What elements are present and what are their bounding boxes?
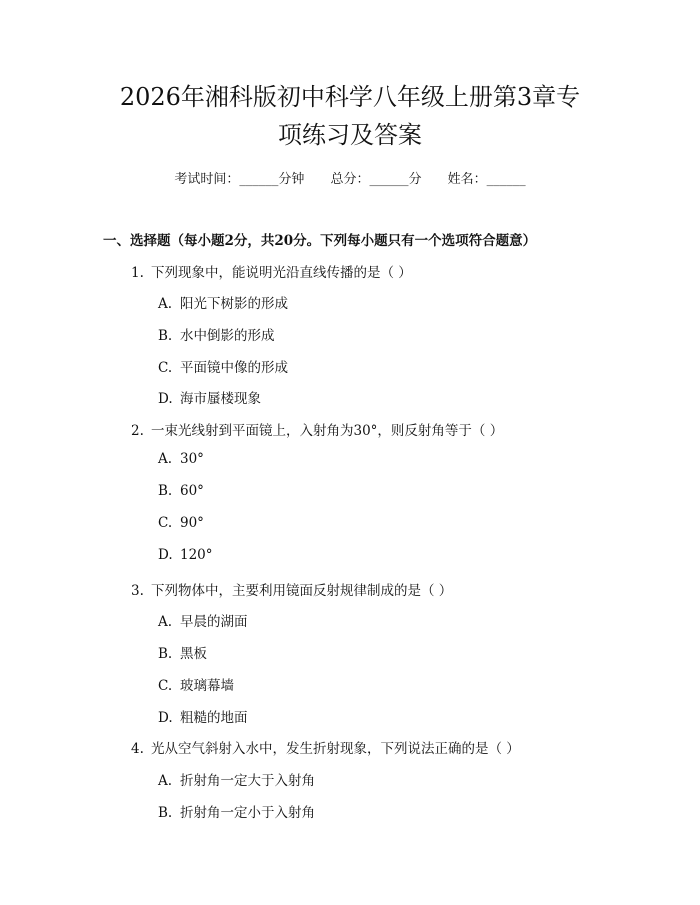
exam-time [174, 168, 304, 187]
option-text: 120° [180, 547, 213, 563]
q2-option-c [158, 515, 204, 531]
q2-option-a [158, 451, 204, 467]
option-text: 粗糙的地面 [180, 710, 248, 726]
q1-option-c [158, 356, 288, 376]
option-label: A. [158, 451, 173, 467]
option-text: 玻璃幕墙 [180, 678, 234, 694]
option-label: B. [158, 805, 173, 821]
title-line-2: 项练习及答案 [278, 121, 422, 149]
q2-option-d [158, 547, 213, 563]
q3-option-b [158, 642, 207, 662]
option-text: 90° [180, 515, 204, 531]
exam-time-unit: 分钟 [278, 172, 305, 187]
q4-option-a [158, 769, 315, 789]
total-score-unit: 分 [408, 172, 422, 187]
question-text: 下列现象中，能说明光沿直线传播的是（ ） [151, 265, 412, 281]
option-text: 早晨的湖面 [180, 614, 248, 630]
section-title: 一、选择题（每小题2分，共20分。下列每小题只有一个选项符合题意） [103, 233, 537, 249]
q4-option-b [158, 801, 315, 821]
exam-time-label: 考试时间： [174, 172, 240, 187]
option-label: C. [158, 515, 173, 531]
exam-time-blank: ______ [239, 172, 279, 187]
option-text: 黑板 [180, 646, 207, 662]
total-score-label: 总分： [330, 172, 370, 187]
student-name-blank: ______ [486, 172, 526, 187]
option-label: D. [158, 710, 173, 726]
question-1 [131, 261, 412, 281]
question-number: 2. [131, 423, 144, 439]
q3-option-a [158, 610, 248, 630]
option-label: A. [158, 773, 173, 789]
option-text: 60° [180, 483, 204, 499]
option-text: 阳光下树影的形成 [180, 296, 288, 312]
q3-option-c [158, 674, 234, 694]
student-name [448, 168, 526, 187]
q2-option-b [158, 483, 204, 499]
option-label: B. [158, 483, 173, 499]
exam-meta [0, 168, 700, 187]
option-text: 30° [180, 451, 204, 467]
q1-option-d [158, 387, 261, 407]
question-2 [131, 419, 503, 439]
question-number: 4. [131, 741, 144, 757]
question-number: 1. [131, 265, 144, 281]
question-number: 3. [131, 583, 144, 599]
question-text: 下列物体中，主要利用镜面反射规律制成的是（ ） [151, 583, 453, 599]
q3-option-d [158, 706, 248, 726]
option-label: B. [158, 646, 173, 662]
option-text: 海市蜃楼现象 [180, 391, 261, 407]
option-text: 平面镜中像的形成 [180, 360, 288, 376]
option-label: B. [158, 328, 173, 344]
option-label: C. [158, 678, 173, 694]
option-label: D. [158, 547, 173, 563]
q1-option-b [158, 324, 275, 344]
option-label: D. [158, 391, 173, 407]
q1-option-a [158, 292, 288, 312]
question-3 [131, 579, 452, 599]
student-name-label: 姓名： [447, 172, 487, 187]
title-line-1: 2026年湘科版初中科学八年级上册第3章专 [119, 83, 581, 111]
option-label: A. [158, 614, 173, 630]
option-label: C. [158, 360, 173, 376]
option-text: 水中倒影的形成 [180, 328, 275, 344]
question-text: 光从空气斜射入水中，发生折射现象，下列说法正确的是（ ） [151, 741, 520, 757]
question-4 [131, 737, 520, 757]
option-label: A. [158, 296, 173, 312]
option-text: 折射角一定小于入射角 [180, 805, 315, 821]
option-text: 折射角一定大于入射角 [180, 773, 315, 789]
document-title [80, 78, 620, 154]
total-score-blank: ______ [369, 172, 409, 187]
total-score [330, 168, 421, 187]
question-text: 一束光线射到平面镜上，入射角为30°，则反射角等于（ ） [151, 423, 504, 439]
